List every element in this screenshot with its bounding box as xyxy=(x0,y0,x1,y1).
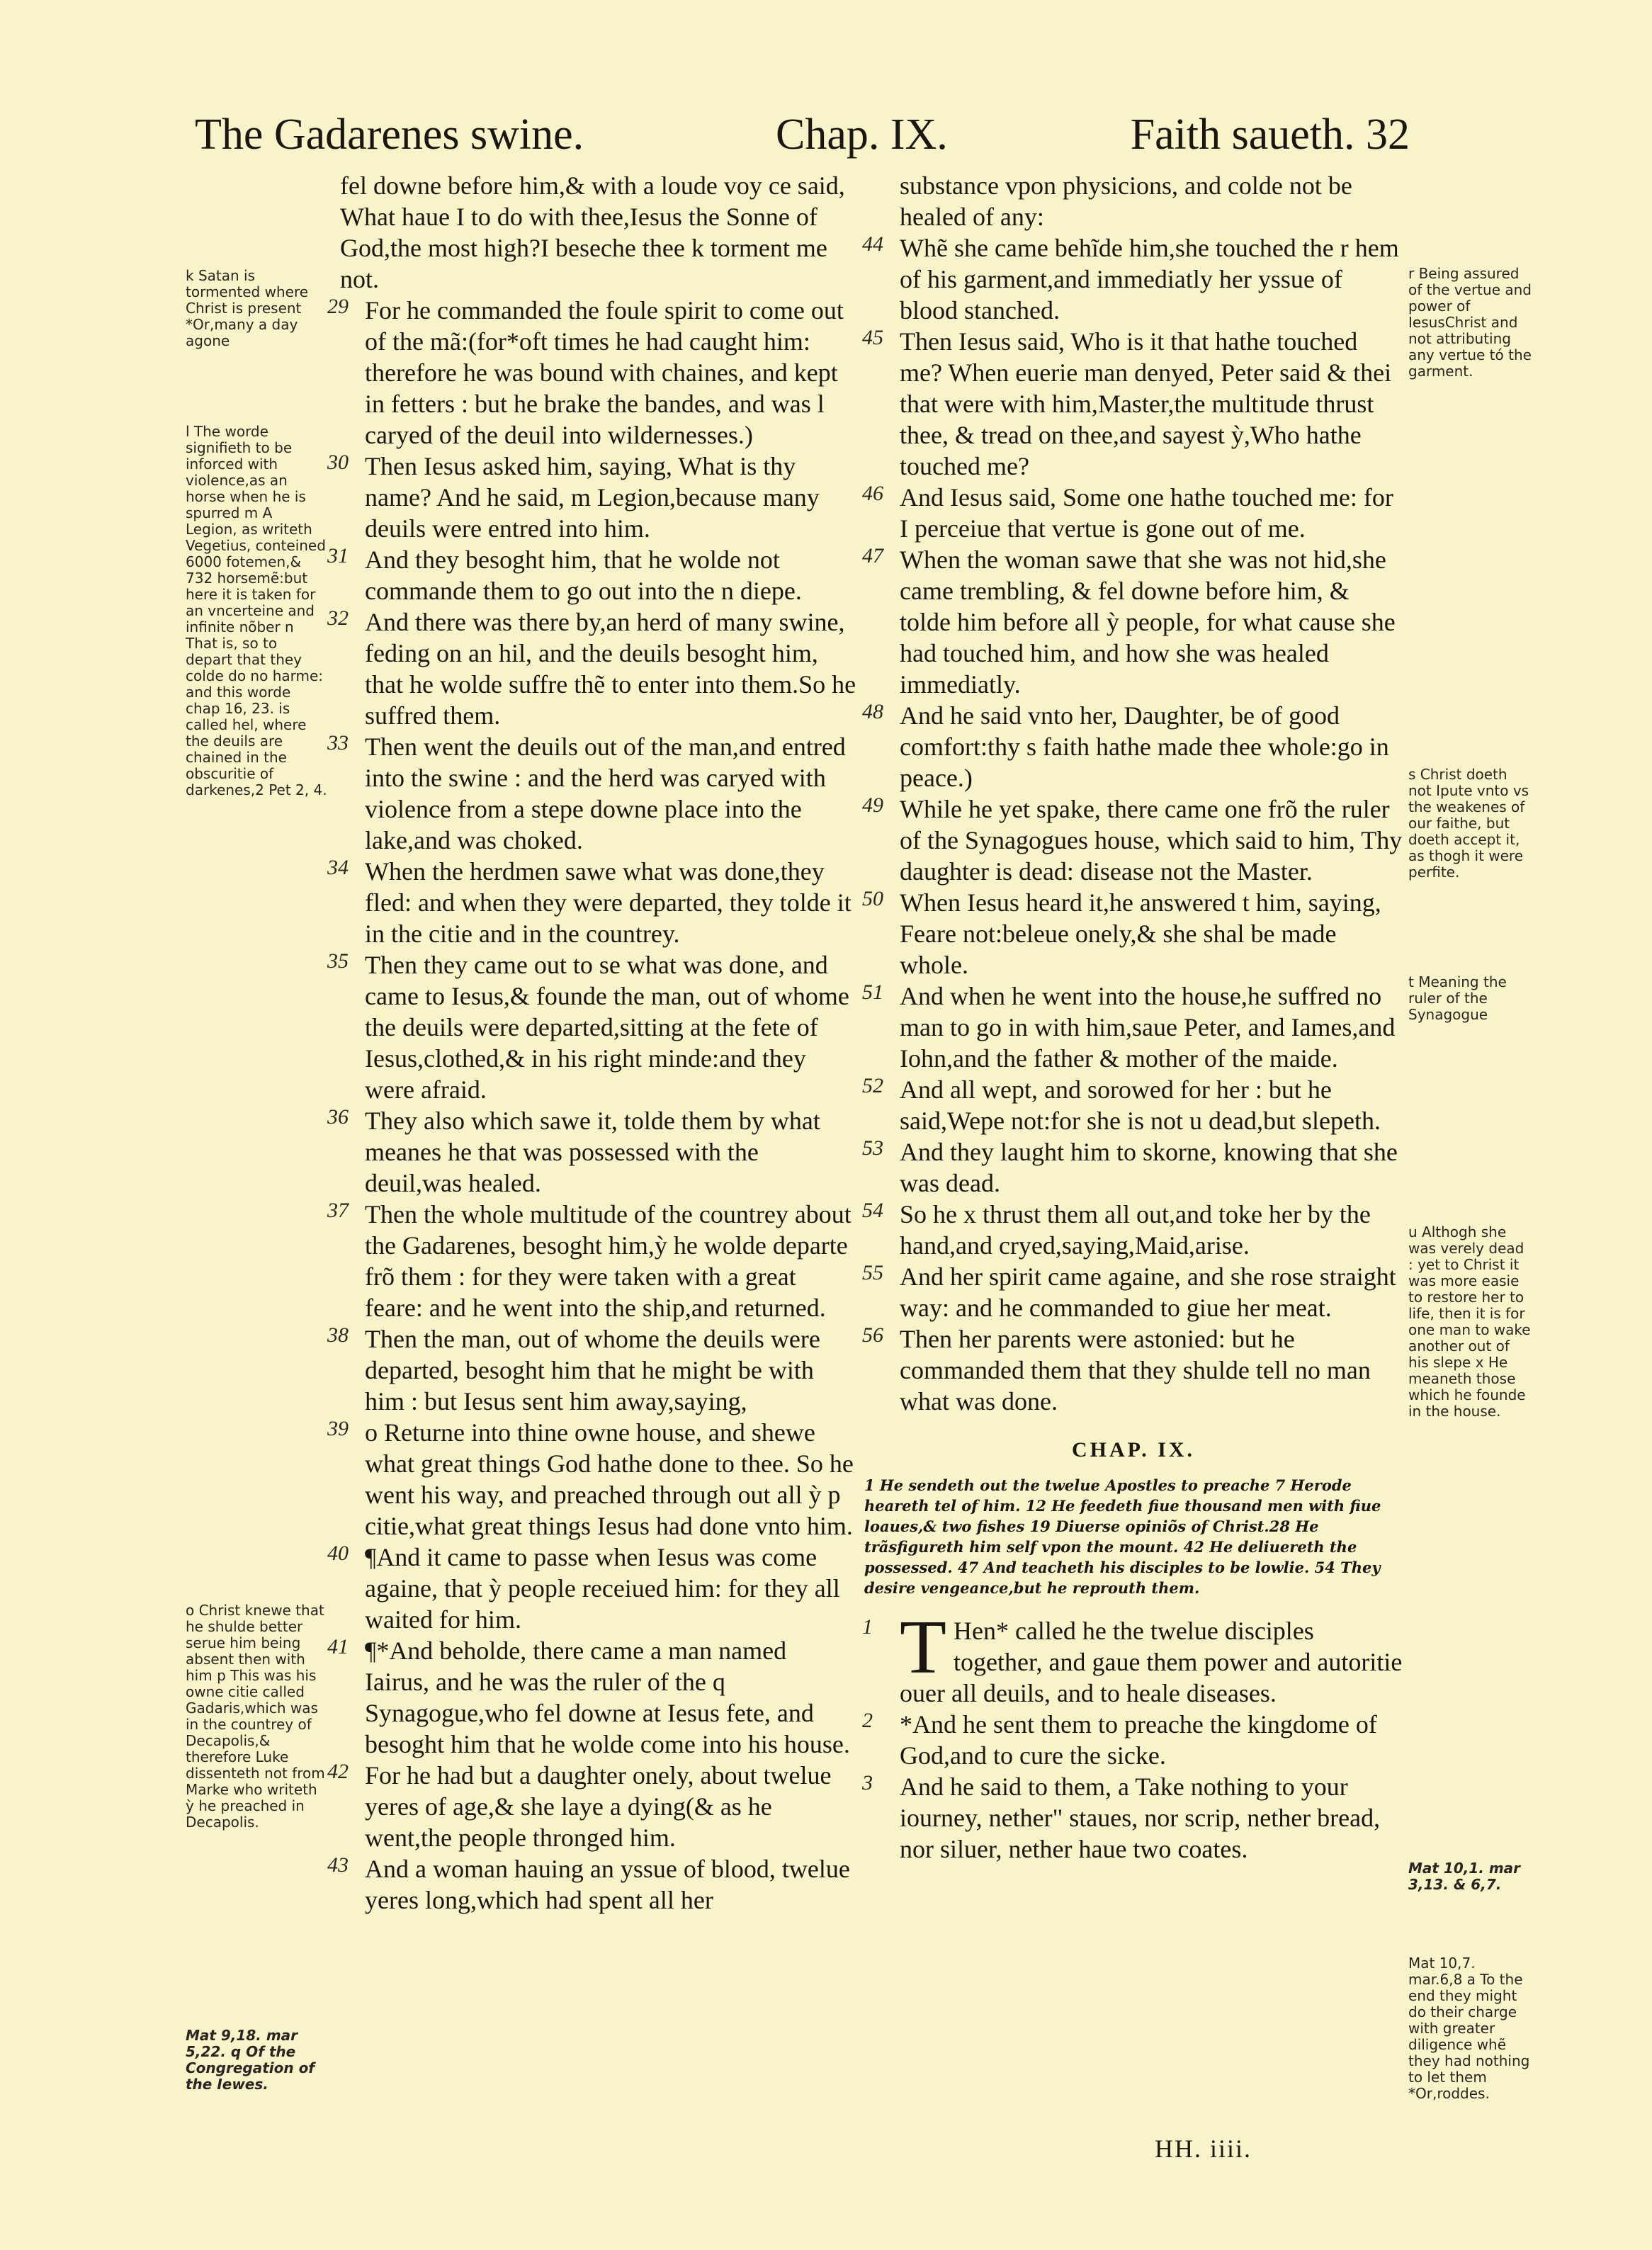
running-header xyxy=(195,106,1410,174)
verse-number: 30 xyxy=(327,451,349,474)
verse xyxy=(329,1199,857,1323)
verse xyxy=(329,1323,857,1417)
verse-number: 33 xyxy=(327,731,349,754)
verse-text: Then went the deuils out of the man,and entred into the swine : and the herd was caryed with violence from a stepe downe place into the lake,and was choked. xyxy=(365,733,846,854)
spacer xyxy=(864,1598,1403,1601)
verse-text: Whẽ she came behĩde him,she touched the r hem of his garment,and immediatly her yssue of blood stanched. xyxy=(900,234,1399,324)
verse xyxy=(864,980,1403,1074)
verse-text: ¶*And beholde, there came a man named Iairus, and he was the ruler of the q Synagogue,who fel downe at Iesus fete, and besoght him that he wolde come into his house. xyxy=(365,1636,850,1758)
verse-text: *And he sent them to preache the kingdome of God,and to cure the sicke. xyxy=(900,1710,1377,1770)
verse-text: And there was there by,an herd of many swine, feding on an hil, and the deuils besoght him, that he wolde suffre thẽ to enter into them.So he suffred them. xyxy=(365,608,856,730)
verse-text: And they besoght him, that he wolde not commande them to go out into the n diepe. xyxy=(365,545,802,605)
verse xyxy=(864,544,1403,700)
verse-number: 40 xyxy=(327,1542,349,1565)
verse-number: 38 xyxy=(327,1323,349,1347)
verse-number: 49 xyxy=(862,793,883,817)
verse xyxy=(864,326,1403,482)
verse-number: 2 xyxy=(862,1709,873,1732)
verse-number: 3 xyxy=(862,1771,873,1794)
verse-text: Then Iesus asked him, saying, What is thy name? And he said, m Legion,because many deuils were entred into him. xyxy=(365,452,820,543)
verse-number: 31 xyxy=(327,544,349,567)
verse xyxy=(329,451,857,544)
verse xyxy=(329,731,857,856)
verse-number: 44 xyxy=(862,232,883,256)
verse xyxy=(864,793,1403,887)
margin-note-left-3: o Christ knewe that he shulde better serue him being absent then with him p This was his owne citie called Gadaris,which was in the countrey of Decapolis,& therefore Luke dissenteth not from Marke who writeth ỳ he preached in Decapolis. xyxy=(186,1602,325,1831)
verse-text: And Iesus said, Some one hathe touched me: for I perceiue that vertue is gone out of me. xyxy=(900,483,1393,543)
verse-text: And a woman hauing an yssue of blood, twelue yeres long,which had spent all her xyxy=(365,1855,850,1914)
verse-text: For he had but a daughter onely, about twelue yeres of age,& she laye a dying(& as he went,the people thronged him. xyxy=(365,1761,832,1852)
verse-text: Then her parents were astonied: but he commanded them that they shulde tell no man what was done. xyxy=(900,1325,1371,1415)
verse-number: 41 xyxy=(327,1635,349,1658)
verse-text: And they laught him to skorne, knowing that she was dead. xyxy=(900,1138,1398,1197)
verse-text: substance vpon physicions, and colde not be healed of any: xyxy=(900,171,1352,231)
verse xyxy=(329,606,857,731)
verse-number: 50 xyxy=(862,887,883,910)
verse xyxy=(329,1635,857,1760)
verse-number: 37 xyxy=(327,1199,349,1222)
verse-text: fel downe before him,& with a loude voy ce said, What haue I to do with thee,Iesus the Sonne of God,the most high?I beseche thee k torment me not. xyxy=(340,171,845,293)
verse-text: Then the whole multitude of the countrey about the Gadarenes, besoght him,ỳ he wolde departe frõ them : for they were taken with a great feare: and he went into the ship,and returned. xyxy=(365,1200,852,1322)
verse xyxy=(864,1323,1403,1417)
verse xyxy=(329,1760,857,1853)
verse xyxy=(864,1199,1403,1261)
margin-note-left-4: Mat 9,18. mar 5,22. q Of the Congregation of the Iewes. xyxy=(186,2027,315,2093)
verse-text: ¶And it came to passe when Iesus was come againe, that ỳ people receiued him: for they all waited for him. xyxy=(365,1543,840,1634)
verse-text: While he yet spake, there came one frõ the ruler of the Synagogues house, which said to him, Thy daughter is dead: disease not the Master. xyxy=(900,795,1403,886)
verse-body xyxy=(900,1605,1403,1709)
margin-note-right-1: r Being assured of the vertue and power of IesusChrist and not attributing any vertue tó the garment. xyxy=(1408,265,1532,380)
verse xyxy=(864,1771,1403,1865)
verse-text: o Returne into thine owne house, and shewe what great things God hathe done to thee. So he went his way, and preached through out all ỳ p citie,what great things Iesus had done vnto him. xyxy=(365,1418,854,1540)
verse xyxy=(329,295,857,451)
signature-mark: HH. iiii. xyxy=(1155,2135,1252,2163)
margin-note-left-2: l The worde signifieth to be inforced with violence,as an horse when he is spurred m A Legion, as writeth Vegetius, conteined 6000 fotemen,& 732 horsemẽ:but here it is taken for an vncerteine and infinite nõber n That is, so to depart that they colde do no harme: and this worde chap 16, 23. is called hel, where the deuils are chained in the obscuritie of darkenes,2 Pet 2, 4. xyxy=(186,423,327,798)
verse-number: 36 xyxy=(327,1105,349,1129)
margin-note-right-5: Mat 10,1. mar 3,13. & 6,7. xyxy=(1408,1860,1521,1893)
verse-text: When the woman sawe that she was not hid,she came trembling, & fel downe before him, & tolde him before all ỳ people, for what cause she had touched him, and how she was healed immediatly. xyxy=(900,545,1396,699)
verse xyxy=(329,1105,857,1199)
verse-number: 46 xyxy=(862,482,883,505)
verse-text: Then the man, out of whome the deuils were departed, besoght him that he might be with him : but Iesus sent him away,saying, xyxy=(365,1325,820,1415)
verse-continuation xyxy=(184,170,857,295)
verse xyxy=(329,949,857,1105)
margin-note-right-6: Mat 10,7. mar.6,8 a To the end they might do their charge with greater diligence whẽ they had nothing to let them *Or,roddes. xyxy=(1408,1955,1530,2102)
verse-number: 52 xyxy=(862,1074,883,1097)
header-right-title: Faith saueth. 32 xyxy=(1130,111,1410,159)
verse-number: 39 xyxy=(327,1417,349,1440)
verse xyxy=(864,887,1403,980)
left-text-column xyxy=(184,170,857,1916)
verse-number: 35 xyxy=(327,949,349,973)
verse xyxy=(864,1074,1403,1136)
verse xyxy=(329,1417,857,1542)
drop-cap: T xyxy=(900,1605,946,1690)
verse xyxy=(864,1136,1403,1199)
verse-text: Then Iesus said, Who is it that hathe touched me? When euerie man denyed, Peter said & thei that were with him,Master,the multitude thrust thee, & tread on thee,and sayest ỳ,Who hathe touched me? xyxy=(900,327,1392,480)
verse xyxy=(864,1261,1403,1323)
margin-note-right-4: u Althogh she was verely dead : yet to Christ it was more easie to restore her to life, then it is for one man to wake another out of his slepe x He meaneth those which he founde in the house. xyxy=(1408,1223,1531,1420)
verse-number: 42 xyxy=(327,1760,349,1783)
verse-number: 34 xyxy=(327,856,349,879)
margin-note-right-2: s Christ doeth not Ipute vnto vs the weakenes of our faithe, but doeth accept it, as thogh it were perfite. xyxy=(1408,766,1529,881)
verse-number: 51 xyxy=(862,980,883,1004)
header-left-title: The Gadarenes swine. xyxy=(195,111,584,159)
verse-text: Hen* called he the twelue disciples together, and gaue them power and autoritie ouer all deuils, and to heale diseases. xyxy=(900,1617,1403,1707)
verse-text: And her spirit came againe, and she rose straight way: and he commanded to giue her meat. xyxy=(900,1262,1396,1322)
verse xyxy=(864,1709,1403,1771)
verse-number: 55 xyxy=(862,1261,883,1284)
right-text-column xyxy=(864,170,1403,1865)
verse-number: 32 xyxy=(327,606,349,630)
verse-number: 54 xyxy=(862,1199,883,1222)
verse-text: So he x thrust them all out,and toke her by the hand,and cryed,saying,Maid,arise. xyxy=(900,1200,1371,1260)
verse-number: 43 xyxy=(327,1853,349,1877)
verse-number: 53 xyxy=(862,1136,883,1160)
verse-text: When Iesus heard it,he answered t him, saying, Feare not:beleue onely,& she shal be made whole. xyxy=(900,888,1381,979)
verse-number: 1 xyxy=(862,1615,873,1639)
verse-text: And he said to them, a Take nothing to your iourney, nether" staues, nor scrip, nether bread, nor siluer, nether haue two coates. xyxy=(900,1773,1381,1863)
verse xyxy=(864,232,1403,326)
verse xyxy=(329,1542,857,1635)
verse-continuation xyxy=(864,170,1403,232)
verse-number: 56 xyxy=(862,1323,883,1347)
margin-note-right-3: t Meaning the ruler of the Synagogue xyxy=(1408,973,1507,1023)
chapter-summary: 1 He sendeth out the twelue Apostles to preache 7 Herode heareth tel of him. 12 He feedeth fiue thousand men with fiue loaues,& two fishes 19 Diuerse opiniõs of Christ.28 He trãsfigureth him self vpon the mount. 42 He deliuereth the possessed. 47 And teacheth his disciples to be lowlie. 54 They desire vengeance,but he reprouth them. xyxy=(864,1476,1381,1597)
verse xyxy=(864,482,1403,544)
verse xyxy=(329,544,857,606)
verse xyxy=(329,856,857,949)
verse xyxy=(862,1605,1403,1709)
verse-number: 29 xyxy=(327,295,349,318)
verse-text: When the herdmen sawe what was done,they fled: and when they were departed, they tolde it in the citie and in the countrey. xyxy=(365,857,852,948)
verse xyxy=(864,700,1403,793)
chapter-heading: CHAP. IX. xyxy=(1071,1438,1196,1462)
margin-note-left-1: k Satan is tormented where Christ is present *Or,many a day agone xyxy=(186,267,309,349)
verse-number: 45 xyxy=(862,326,883,349)
verse-number: 48 xyxy=(862,700,883,723)
verse-text: And he said vnto her, Daughter, be of good comfort:thy s faith hathe made thee whole:go in peace.) xyxy=(900,701,1389,792)
verse-text: Then they came out to se what was done, and came to Iesus,& founde the man, out of whome the deuils were departed,sitting at the fete of Iesus,clothed,& in his right minde:and they were afraid. xyxy=(365,951,849,1104)
header-chapter: Chap. IX. xyxy=(776,111,948,159)
verse-text: For he commanded the foule spirit to come out of the mã:(for*oft times he had caught him: therefore he was bound with chaines, and kept in fetters : but he brake the bandes, and was l caryed of the deuil into wildernesses.) xyxy=(365,296,844,449)
verse-text: And all wept, and sorowed for her : but he said,Wepe not:for she is not u dead,but slepeth. xyxy=(900,1075,1381,1135)
verse xyxy=(329,1853,857,1916)
verse-text: And when he went into the house,he suffred no man to go in with him,saue Peter, and Iames,and Iohn,and the father & mother of the maide. xyxy=(900,982,1396,1073)
verse-text: They also which sawe it, tolde them by what meanes he that was possessed with the deuil,was healed. xyxy=(365,1107,820,1197)
verse-number: 47 xyxy=(862,544,883,567)
